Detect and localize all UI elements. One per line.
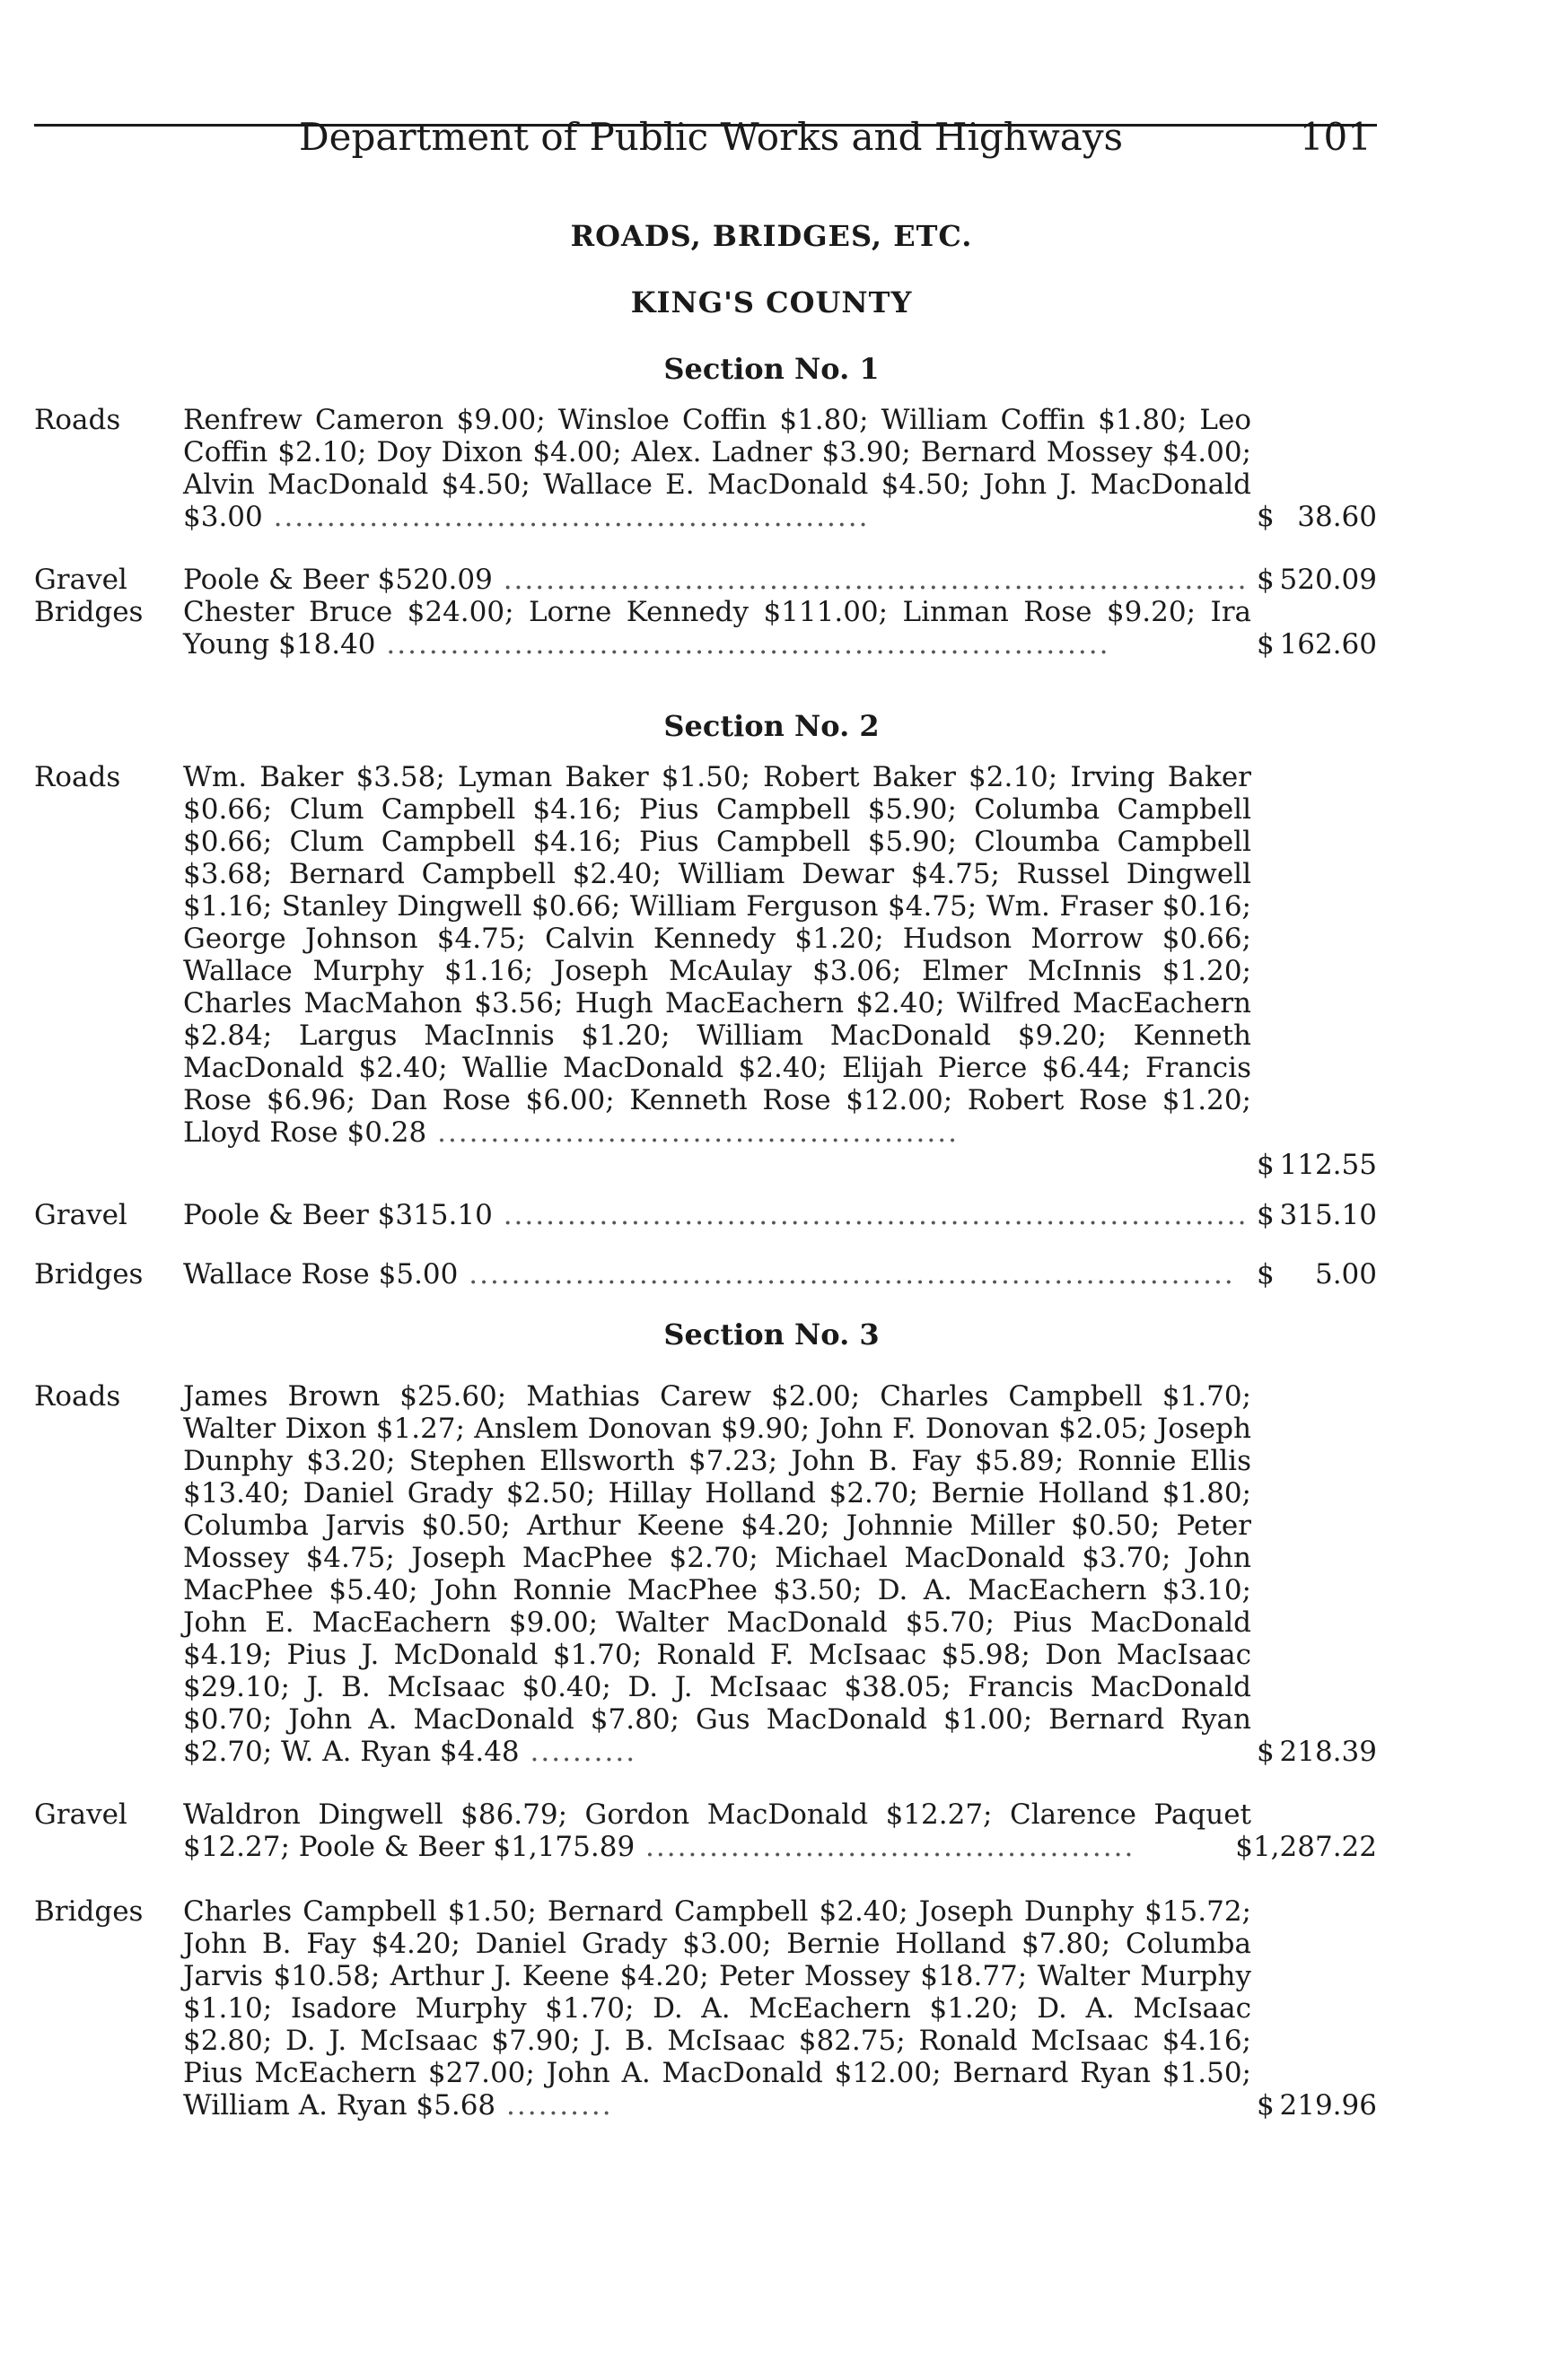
entry-roads: Roads James Brown $25.60; Mathias Carew $2.00; Charles Campbell $1.70; Walter Dixon $1.27; Anslem Donovan $9.90; John F. Donovan $2.05; Joseph Dunphy $3.20; Stephen Ellsworth $7.23; John B. Fay $5.89; Ronnie Ellis $13.40; Daniel Grady $2.50; Hillay Holland $2.70; Bernie Holland $1.80; Columba Jarvis $0.50; Arthur Keene $4.20; Johnnie Miller $0.50; Peter Mossey $4.75; Joseph MacPhee $2.70; Michael MacDonald $3.70; John MacPhee $5.40; John Ronnie MacPhee $3.50; D. A. MacEachern $3.10; John E. MacEachern $9.00; Walter MacDonald $5.70; Pius MacDonald $4.19; Pius J. McDonald $1.70; Ronald F. McIsaac $5.98; Don MacIsaac $29.10; J. B. McIsaac $0.40; D. J. McIsaac $38.05; Francis MacDonald $0.70; John A. MacDonald $7.80; Gus MacDonald $1.00; Bernard Ryan $2.70; W. A. Ryan $4.48 .......... $ 218.39 [34,1380,1377,1768]
entry-category: Bridges [34,1895,144,1928]
section-title: Section No. 3 [663,1317,880,1352]
entry-text: Charles Campbell $1.50; Bernard Campbell $2.40; Joseph Dunphy $15.72; John B. Fay $4.20; Daniel Grady $3.00; Bernie Holland $7.80; Columba Jarvis $10.58; Arthur J. Keene $4.20; Peter Mossey $18.77; Walter Murphy $1.10; Isadore Murphy $1.70; D. A. McEachern $1.20; D. A. McIsaac $2.80; D. J. McIsaac $7.90; J. B. McIsaac $82.75; Ronald McIsaac $4.16; Pius McEachern $27.00; John A. MacDonald $12.00; Bernard Ryan $1.50; William A. Ryan $5.68 .......... [183,1895,1251,2122]
entry-text: Wm. Baker $3.58; Lyman Baker $1.50; Robert Baker $2.10; Irving Baker $0.66; Clum Campbell $4.16; Pius Campbell $5.90; Columba Campbell $0.66; Clum Campbell $4.16; Pius Campbell $5.90; Cloumba Campbell $3.68; Bernard Campbell $2.40; William Dewar $4.75; Russel Dingwell $1.16; Stanley Dingwell $0.66; William Ferguson $4.75; Wm. Fraser $0.16; George Johnson $4.75; Calvin Kennedy $1.20; Hudson Morrow $0.66; Wallace Murphy $1.16; Joseph McAulay $3.06; Elmer McInnis $1.20; Charles MacMahon $3.56; Hugh MacEachern $2.40; Wilfred MacEachern $2.84; Largus MacInnis $1.20; William MacDonald $9.20; Kenneth MacDonald $2.40; Wallie MacDonald $2.40; Elijah Pierce $6.44; Francis Rose $6.96; Dan Rose $6.00; Kenneth Rose $12.00; Robert Rose $1.20; Lloyd Rose $0.28 ................................................. [183,761,1251,1149]
section-title: Section No. 1 [663,352,880,386]
entry-bridges: Bridges Wallace Rose $5.00 ........................................................................ $ 5.00 [34,1258,1377,1291]
entry-category: Bridges [34,1258,144,1291]
entry-bridges: Bridges Chester Bruce $24.00; Lorne Kennedy $111.00; Linman Rose $9.20; Ira Young $18.40 .................................................................... $ 162.60 [34,596,1377,661]
entry-text: James Brown $25.60; Mathias Carew $2.00; Charles Campbell $1.70; Walter Dixon $1.27; Anslem Donovan $9.90; John F. Donovan $2.05; Joseph Dunphy $3.20; Stephen Ellsworth $7.23; John B. Fay $5.89; Ronnie Ellis $13.40; Daniel Grady $2.50; Hillay Holland $2.70; Bernie Holland $1.80; Columba Jarvis $0.50; Arthur Keene $4.20; Johnnie Miller $0.50; Peter Mossey $4.75; Joseph MacPhee $2.70; Michael MacDonald $3.70; John MacPhee $5.40; John Ronnie MacPhee $3.50; D. A. MacEachern $3.10; John E. MacEachern $9.00; Walter MacDonald $5.70; Pius MacDonald $4.19; Pius J. McDonald $1.70; Ronald F. McIsaac $5.98; Don MacIsaac $29.10; J. B. McIsaac $0.40; D. J. McIsaac $38.05; Francis MacDonald $0.70; John A. MacDonald $7.80; Gus MacDonald $1.00; Bernard Ryan $2.70; W. A. Ryan $4.48 .......... [183,1380,1251,1768]
entry-bridges: Bridges Charles Campbell $1.50; Bernard Campbell $2.40; Joseph Dunphy $15.72; John B. Fay $4.20; Daniel Grady $3.00; Bernie Holland $7.80; Columba Jarvis $10.58; Arthur J. Keene $4.20; Peter Mossey $18.77; Walter Murphy $1.10; Isadore Murphy $1.70; D. A. McEachern $1.20; D. A. McIsaac $2.80; D. J. McIsaac $7.90; J. B. McIsaac $82.75; Ronald McIsaac $4.16; Pius McEachern $27.00; John A. MacDonald $12.00; Bernard Ryan $1.50; William A. Ryan $5.68 .......... $ 219.96 [34,1895,1377,2122]
county-heading: KING'S COUNTY [630,285,913,319]
entry-roads: Roads Renfrew Cameron $9.00; Winsloe Coffin $1.80; William Coffin $1.80; Leo Coffin $2.10; Doy Dixon $4.00; Alex. Ladner $3.90; Bernard Mossey $4.00; Alvin MacDonald $4.50; Wallace E. MacDonald $4.50; John J. MacDonald $3.00 ........................................................ $ 38.60 [34,404,1377,533]
entry-category: Roads [34,404,121,436]
header-title: Department of Public Works and Highways [299,115,1124,159]
entry-gravel: Gravel Poole & Beer $520.09 ...................................................................... $ 520.09 [34,564,1377,596]
entry-text: Wallace Rose $5.00 ........................................................................ [183,1258,1235,1291]
entry-text: Renfrew Cameron $9.00; Winsloe Coffin $1.80; William Coffin $1.80; Leo Coffin $2.10; Doy Dixon $4.00; Alex. Ladner $3.90; Bernard Mossey $4.00; Alvin MacDonald $4.50; Wallace E. MacDonald $4.50; John J. MacDonald $3.00 ........................................................ [183,404,1251,533]
section-title: Section No. 2 [663,709,880,743]
entry-gravel: Gravel Poole & Beer $315.10 ...................................................................... $ 315.10 [34,1199,1377,1231]
running-header [34,115,1377,159]
entry-text: Chester Bruce $24.00; Lorne Kennedy $111.00; Linman Rose $9.20; Ira Young $18.40 .................................................................... [183,596,1251,661]
entry-category: Gravel [34,1798,127,1831]
entry-text: Waldron Dingwell $86.79; Gordon MacDonald $12.27; Clarence Paquet $12.27; Poole & Beer $1,175.89 .............................................. [183,1798,1251,1863]
entry-category: Roads [34,761,121,793]
entry-gravel: Gravel Waldron Dingwell $86.79; Gordon MacDonald $12.27; Clarence Paquet $12.27; Poole & Beer $1,175.89 .............................................. $1,287.22 [34,1798,1377,1863]
entry-roads: Roads Wm. Baker $3.58; Lyman Baker $1.50; Robert Baker $2.10; Irving Baker $0.66; Clum Campbell $4.16; Pius Campbell $5.90; Columba Campbell $0.66; Clum Campbell $4.16; Pius Campbell $5.90; Cloumba Campbell $3.68; Bernard Campbell $2.40; William Dewar $4.75; Russel Dingwell $1.16; Stanley Dingwell $0.66; William Ferguson $4.75; Wm. Fraser $0.16; George Johnson $4.75; Calvin Kennedy $1.20; Hudson Morrow $0.66; Wallace Murphy $1.16; Joseph McAulay $3.06; Elmer McInnis $1.20; Charles MacMahon $3.56; Hugh MacEachern $2.40; Wilfred MacEachern $2.84; Largus MacInnis $1.20; William MacDonald $9.20; Kenneth MacDonald $2.40; Wallie MacDonald $2.40; Elijah Pierce $6.44; Francis Rose $6.96; Dan Rose $6.00; Kenneth Rose $12.00; Robert Rose $1.20; Lloyd Rose $0.28 ................................................. $ 112.55 [34,761,1377,1181]
entry-category: Gravel [34,1199,127,1231]
entry-category: Gravel [34,564,127,596]
page-number: 101 [1299,115,1372,159]
entry-text: Poole & Beer $315.10 ...................................................................... [183,1199,1249,1231]
main-heading: ROADS, BRIDGES, ETC. [570,219,973,253]
entry-text: Poole & Beer $520.09 ...................................................................... [183,564,1249,596]
entry-category: Roads [34,1380,121,1413]
entry-category: Bridges [34,596,144,628]
